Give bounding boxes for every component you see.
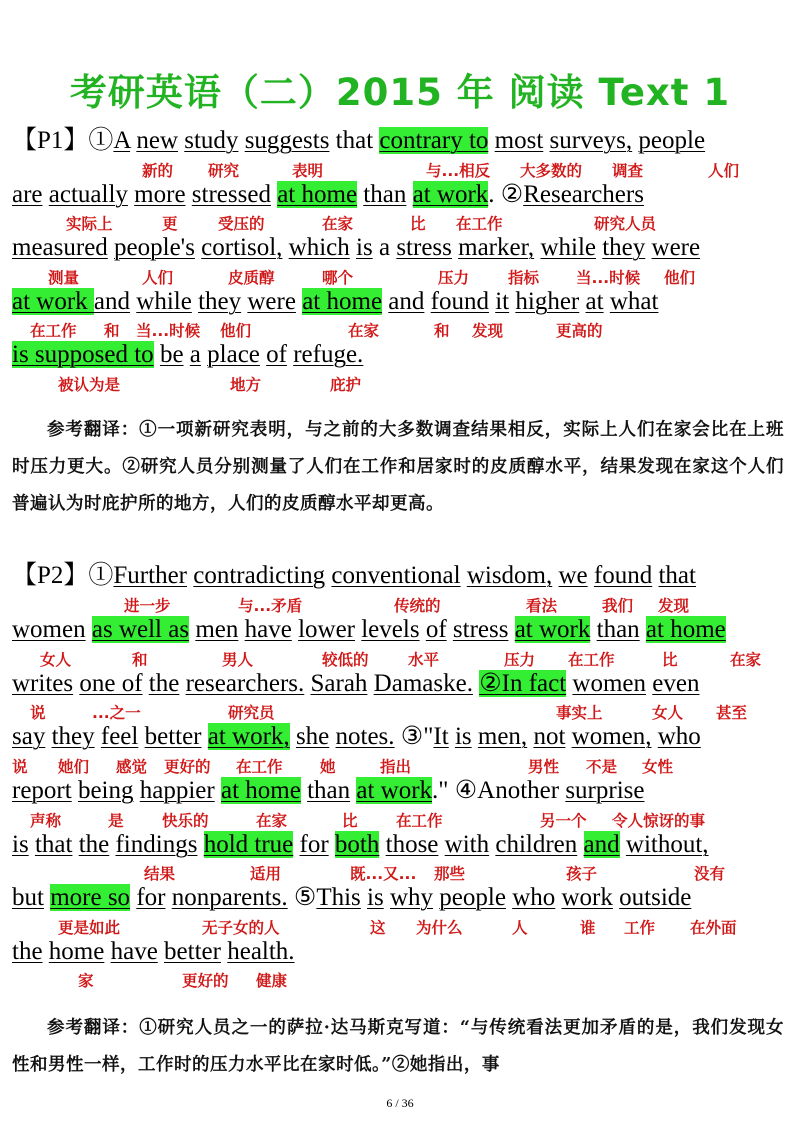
vocab-word: those [385,831,439,858]
gloss-label: 更是如此 [58,919,121,937]
gloss-label: 在工作 [456,215,503,233]
gloss-label: 更好的 [182,972,229,990]
text-fragment [86,616,92,643]
english-line [12,937,295,967]
highlighted-phrase: at work [12,288,94,315]
highlighted-phrase: and [583,831,620,858]
vocab-word: notes. [335,723,395,750]
vocab-word: why [389,884,434,911]
highlighted-phrase: at work, [207,723,290,750]
english-line [12,722,701,752]
vocab-word: that [658,562,696,589]
gloss-label: 指标 [508,269,540,287]
vocab-word: levels [361,616,420,643]
text-fragment [640,616,646,643]
gloss-label: 家 [78,972,94,990]
highlighted-phrase: is supposed to [12,341,154,368]
vocab-word: than [596,616,640,643]
gloss-label: 当...时候 [136,322,201,340]
text-fragment [508,616,514,643]
text-fragment: 【P1】① [12,127,114,154]
gloss-label: 在工作 [236,758,283,776]
gloss-label: 健康 [256,972,288,990]
gloss-label: 庇护 [330,376,362,394]
highlighted-phrase: contrary to [379,127,489,154]
highlighted-phrase: more so [50,884,131,911]
vocab-word: women [12,616,86,643]
gloss-label: 人们 [708,162,740,180]
vocab-word: surveys, [549,127,633,154]
text-fragment: . ② [488,181,524,208]
text-fragment: ⑤ [287,884,317,911]
gloss-label: 感觉 [116,758,148,776]
gloss-label: 无子女的人 [202,919,280,937]
vocab-word: cortisol, [201,234,283,261]
vocab-word: surprise [565,777,645,804]
vocab-word: measured [12,234,108,261]
vocab-word: of [266,341,287,368]
vocab-word: nonparents. [171,884,288,911]
vocab-word: what [609,288,659,315]
highlighted-phrase: at work [412,181,489,208]
english-line [12,180,644,210]
vocab-word: is [367,884,384,911]
vocab-word: than [307,777,351,804]
vocab-word: more [134,181,186,208]
gloss-label: 传统的 [394,597,441,615]
vocab-word: say [12,723,46,750]
gloss-label: 进一步 [124,597,171,615]
gloss-label: 当...时候 [576,269,641,287]
gloss-label: 和 [434,322,450,340]
vocab-word: It [433,723,449,750]
gloss-label: 比 [662,651,678,669]
gloss-label: 她们 [58,758,90,776]
english-line [12,883,691,913]
vocab-word: which [288,234,350,261]
vocab-word: at [585,288,604,315]
highlighted-phrase: at home [302,288,383,315]
vocab-word: is [12,831,29,858]
vocab-word: and [93,288,131,315]
highlighted-phrase: at work [356,777,433,804]
gloss-label: 既...又... [350,865,417,883]
vocab-word: actually [48,181,128,208]
vocab-word: for [299,831,329,858]
gloss-label: 哪个 [322,269,354,287]
vocab-word: health. [227,938,295,965]
gloss-label: 声称 [30,812,62,830]
english-line [12,615,726,645]
vocab-word: This [316,884,361,911]
vocab-word: refuge. [293,341,364,368]
vocab-word: people's [114,234,195,261]
vocab-word: lower [298,616,355,643]
gloss-label: 在工作 [568,651,615,669]
vocab-word: of [425,616,447,643]
gloss-label: 他们 [220,322,252,340]
gloss-label: 另一个 [540,812,587,830]
gloss-label: 测量 [48,269,80,287]
vocab-word: study [184,127,239,154]
gloss-label: 研究 [208,162,240,180]
gloss-label: 女性 [642,758,674,776]
vocab-word: home [48,938,105,965]
gloss-label: 地方 [230,376,262,394]
gloss-label: 受压的 [218,215,265,233]
vocab-word: the [78,831,110,858]
vocab-word: that [34,831,73,858]
gloss-label: 人们 [142,269,174,287]
vocab-word: better [164,938,221,965]
vocab-word: but [12,884,44,911]
vocab-word: women, [571,723,652,750]
vocab-word: while [136,288,192,315]
gloss-label: 指出 [380,758,412,776]
gloss-label: 这 [370,919,386,937]
english-line [12,233,700,263]
vocab-word: without, [625,831,709,858]
vocab-word: men [195,616,239,643]
gloss-label: 新的 [142,162,174,180]
vocab-word: one of [79,670,143,697]
vocab-word: it [495,288,510,315]
gloss-label: 不是 [586,758,618,776]
vocab-word: writes [12,670,74,697]
gloss-label: 研究人员 [594,215,657,233]
vocab-word: findings [115,831,198,858]
gloss-label: 他们 [664,269,696,287]
gloss-label: 表明 [292,162,324,180]
vocab-word: be [159,341,184,368]
vocab-word: is [356,234,373,261]
gloss-label: 事实上 [556,704,603,722]
english-line [12,830,709,860]
gloss-label: 是 [108,812,124,830]
gloss-label: 在工作 [396,812,443,830]
vocab-word: feel [100,723,139,750]
gloss-label: 压力 [438,269,470,287]
vocab-word: have [110,938,158,965]
vocab-word: the [148,670,180,697]
vocab-word: wisdom, [466,562,553,589]
vocab-word: they [198,288,242,315]
vocab-word: they [51,723,95,750]
gloss-label: 没有 [694,865,726,883]
gloss-label: 与...矛盾 [238,597,303,615]
vocab-word: with [444,831,490,858]
gloss-label: 女人 [40,651,72,669]
gloss-label: 大多数的 [520,162,583,180]
text-fragment [202,723,208,750]
gloss-label: 看法 [526,597,558,615]
gloss-label: 男性 [528,758,560,776]
vocab-word: were [651,234,701,261]
text-fragment: 【P2】① [12,562,114,589]
vocab-word: marker, [458,234,535,261]
text-fragment: a [372,234,397,261]
vocab-word: the [12,938,43,965]
vocab-word: a [189,341,201,368]
gloss-label: 调查 [612,162,644,180]
page-number: 6 / 36 [386,1096,414,1110]
gloss-label: 工作 [624,919,656,937]
highlighted-phrase: at home [277,181,358,208]
gloss-label: 结果 [144,865,176,883]
gloss-label: 在外面 [690,919,737,937]
vocab-word: happier [139,777,215,804]
text-fragment [406,181,412,208]
gloss-label: 发现 [658,597,690,615]
vocab-word: better [144,723,202,750]
gloss-label: 比 [342,812,358,830]
gloss-label: 说 [12,758,28,776]
gloss-label: 孩子 [566,865,598,883]
vocab-word: Sarah [310,670,368,697]
vocab-word: Researchers [523,181,644,208]
vocab-word: new [136,127,178,154]
page-title: 考研英语（二）2015 年 阅读 Text 1 [69,71,731,114]
gloss-label: 适用 [250,865,282,883]
highlighted-phrase: at home [645,616,726,643]
vocab-word: conventional [331,562,461,589]
highlighted-phrase: ②In fact [479,670,567,697]
text-fragment: ." ④Another [432,777,560,804]
gloss-label: 甚至 [716,704,748,722]
p1-translation: 参考翻译：①一项新研究表明，与之前的大多数调查结果相反，实际上人们在家会比在上班时压力更大。②研究人员分别测量了人们在工作和居家时的皮质醇水平，结果发现在家这个人们普遍认为时庇护所的地方，人们的皮质醇水平却更高。 [12,420,784,514]
text-fragment [197,831,203,858]
gloss-label: 和 [132,651,148,669]
text-fragment [329,831,335,858]
gloss-label: ...之一 [92,704,141,722]
vocab-word: being [77,777,134,804]
vocab-word: contradicting [193,562,326,589]
vocab-word: researchers. [185,670,305,697]
p2-translation: 参考翻译：①研究人员之一的萨拉·达马斯克写道：“与传统看法更加矛盾的是，我们发现女性和男性一样，工作时的压力水平比在家时低。”②她指出，事 [12,1018,784,1075]
vocab-word: suggests [244,127,330,154]
gloss-label: 比 [410,215,426,233]
gloss-label: 女人 [652,704,684,722]
vocab-word: place [207,341,260,368]
gloss-label: 在家 [348,322,380,340]
gloss-label: 人 [512,919,528,937]
highlighted-phrase: both [334,831,380,858]
gloss-label: 更 [162,215,178,233]
vocab-word: work [561,884,613,911]
vocab-word: found [430,288,489,315]
gloss-label: 水平 [408,651,440,669]
gloss-label: 被认为是 [58,376,121,394]
text-fragment: ③" [394,723,434,750]
gloss-label: 谁 [580,919,596,937]
vocab-word: Damaske. [373,670,473,697]
vocab-word: is [454,723,472,750]
vocab-word: she [295,723,330,750]
gloss-label: 在家 [322,215,354,233]
vocab-word: while [540,234,596,261]
gloss-label: 发现 [472,322,504,340]
gloss-label: 和 [104,322,120,340]
vocab-word: women [572,670,647,697]
text-fragment: that [329,127,380,154]
gloss-label: 皮质醇 [228,269,275,287]
highlighted-phrase: as well as [91,616,190,643]
vocab-word: have [244,616,292,643]
highlighted-phrase: at home [220,777,301,804]
vocab-word: people [638,127,706,154]
gloss-label: 快乐的 [162,812,209,830]
gloss-label: 研究员 [228,704,275,722]
vocab-word: they [602,234,646,261]
english-line [12,776,644,806]
gloss-label: 男人 [222,651,254,669]
vocab-word: are [12,181,43,208]
vocab-word: stress [452,616,509,643]
english-line [12,669,699,699]
vocab-word: than [363,181,407,208]
gloss-label: 为什么 [416,919,463,937]
vocab-word: we [558,562,588,589]
gloss-label: 那些 [434,865,466,883]
vocab-word: A [113,127,131,154]
gloss-label: 我们 [602,597,634,615]
gloss-label: 压力 [504,651,536,669]
english-line [12,340,363,370]
vocab-word: stress [396,234,452,261]
english-line [12,287,658,317]
gloss-label: 令人惊讶的事 [612,812,706,830]
vocab-word: Further [113,562,188,589]
text-fragment [577,831,583,858]
gloss-label: 她 [320,758,336,776]
gloss-label: 较低的 [322,651,369,669]
english-line [12,126,705,156]
vocab-word: not [533,723,566,750]
english-line [12,561,696,591]
vocab-word: men, [477,723,528,750]
vocab-word: most [494,127,544,154]
vocab-word: who [657,723,701,750]
vocab-word: and [388,288,425,315]
gloss-label: 实际上 [66,215,113,233]
vocab-word: for [136,884,166,911]
gloss-label: 在家 [256,812,288,830]
gloss-label: 在工作 [30,322,77,340]
vocab-word: found [593,562,653,589]
vocab-word: who [512,884,556,911]
gloss-label: 更好的 [164,758,211,776]
gloss-label: 与...相反 [426,162,491,180]
gloss-label: 在家 [730,651,762,669]
gloss-label: 更高的 [556,322,603,340]
gloss-label: 说 [30,704,46,722]
vocab-word: were [247,288,296,315]
highlighted-phrase: hold true [203,831,294,858]
highlighted-phrase: at work [514,616,591,643]
vocab-word: report [12,777,72,804]
vocab-word: even [652,670,700,697]
vocab-word: outside [619,884,692,911]
vocab-word: children [495,831,578,858]
vocab-word: higher [515,288,580,315]
vocab-word: people [439,884,506,911]
vocab-word: stressed [191,181,271,208]
